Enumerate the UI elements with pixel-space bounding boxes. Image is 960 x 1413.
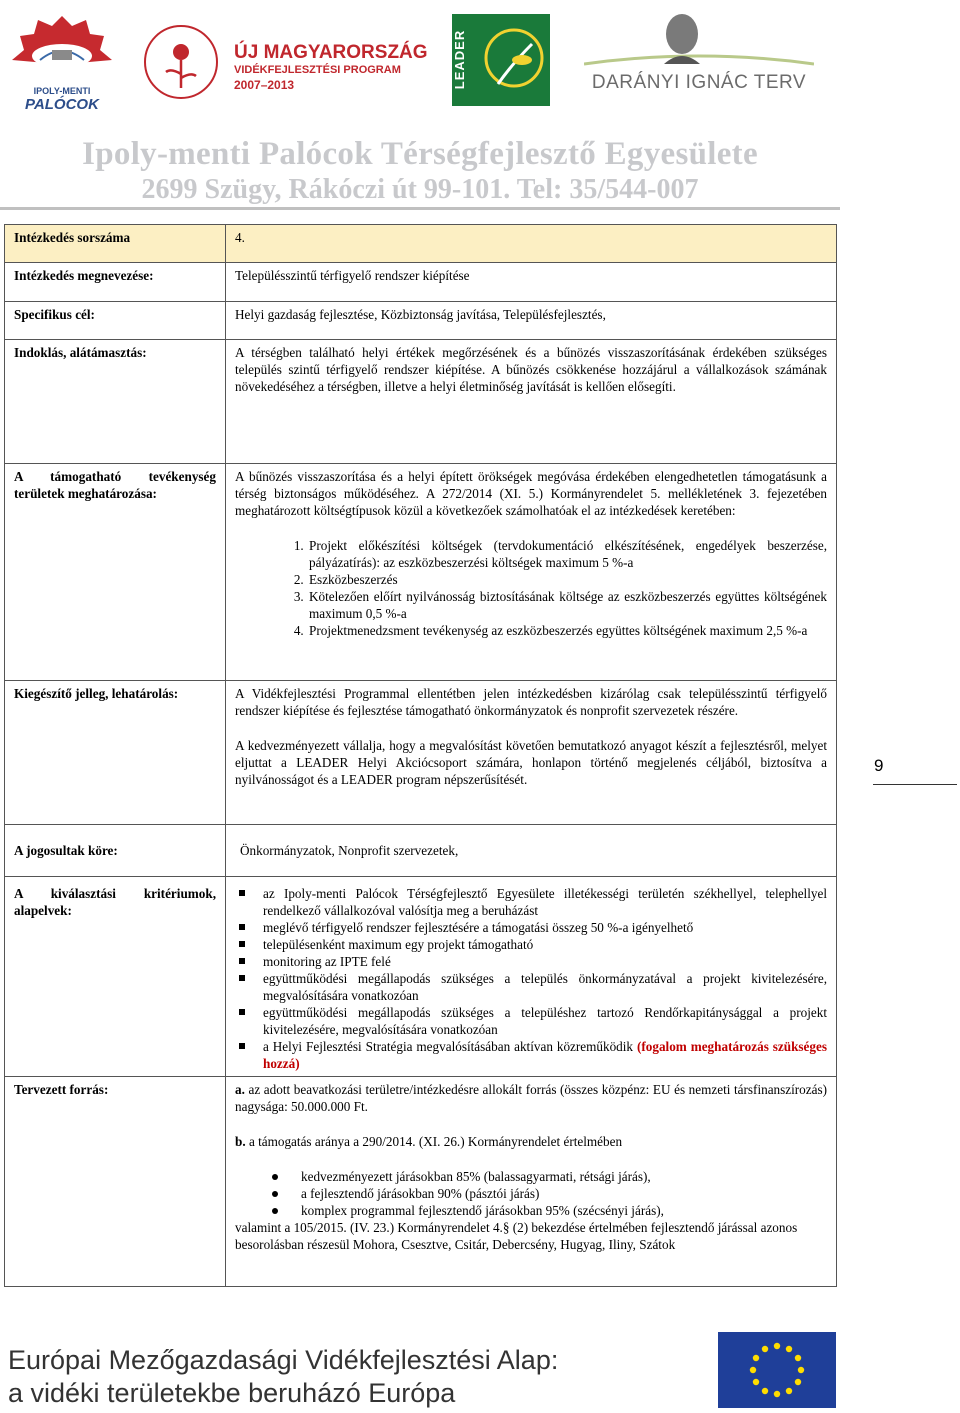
jogosultak-label: A jogosultak köre: [5,825,226,877]
forras-closing: valamint a 105/2015. (IV. 23.) Kormányrendelet 4.§ (2) bekezdése értelmében fejlesztendő járással azonos besorolásban részesül Mohora, Csesztve, Csitár, Debercsény, Hugyag, Iliny, Szátok [235,1220,798,1252]
palocok-logo [6,12,118,112]
footer-line1: Európai Mezőgazdasági Vidékfejlesztési Alap: [8,1345,559,1375]
list-item: 3. Kötelezően előírt nyilvánosság biztosításának költsége az eszközbeszerzés együttes költségének maximum 0,5 %-a [307,588,827,622]
row-specifikus-cel [5,302,837,340]
eu-stars-icon [718,1332,836,1408]
megnevezes-label: Intézkedés megnevezése: [5,263,226,302]
list-item: monitoring az IPTE felé [263,953,827,970]
indoklas-label: Indoklás, alátámasztás: [5,340,226,464]
footer-text [8,1344,558,1410]
rate-list [235,1168,827,1219]
row-kriteriumok [5,877,837,1077]
header-rule [0,207,840,210]
cel-label: Specifikus cél: [5,302,226,340]
list-item: meglévő térfigyelő rendszer fejlesztésére a támogatási összeg 50 %-a igényelhető [263,919,827,936]
org-name: Ipoly-menti Palócok Térségfejlesztő Egyesülete [82,136,758,172]
list-item: kedvezményezett járásokban 85% (balassagyarmati, rétsági járás), [301,1168,827,1185]
palocok-line1: IPOLY-MENTI [33,86,91,96]
page-number-rule [873,784,957,785]
daranyi-logo [584,8,814,98]
forras-label: Tervezett forrás: [5,1077,226,1287]
kiegeszito-p2: A kedvezményezett vállalja, hogy a megvalósítást követően bemutatkozó anyagot készít a fejlesztésről, melyet eljuttat a LEADER Helyi Akciócsoport számára, honlapon történő megjelenés céljából, biztosítva a nyilvánosságot és a LEADER program népszerűsítését. [235,738,827,787]
list-item: településenként maximum egy projekt támogatható [263,936,827,953]
ujmagyar-sub: VIDÉKFEJLESZTÉSI PROGRAM [234,64,401,76]
daranyi-portrait-icon [584,8,814,78]
sorszam-label: Intézkedés sorszáma [5,225,226,263]
page-number: 9 [874,756,884,775]
leader-logo [452,14,550,106]
measure-table [4,224,837,1287]
org-address: 2699 Szügy, Rákóczi út 99-101. Tel: 35/544-007 [141,174,699,205]
cel-value: Helyi gazdaság fejlesztése, Közbiztonság javítása, Településfejlesztés, [226,302,837,340]
sorszam-value: 4. [226,225,837,263]
list-item: komplex programmal fejlesztendő járásokban 95% (szécsényi járás), [301,1202,827,1219]
tevekenyseg-label: A támogatható tevékenység területek meghatározása: [5,464,226,681]
palocok-line2: PALÓCOK [25,96,99,113]
row-forras [5,1077,837,1287]
rose-emblem-icon [136,22,226,102]
jogosultak-value: Önkormányzatok, Nonprofit szervezetek, [226,825,837,877]
criteria-list [235,885,827,1072]
forras-b-text: a támogatás aránya a 290/2014. (XI. 26.) Kormányrendelet értelmében [248,1134,623,1149]
forras-b-prefix: b. [235,1134,246,1149]
tevekenyseg-intro: A bűnözés visszaszorítása és a helyi épített örökségek megóvása érdekében elengedhetetlen támogatásunk a térség biztonságos működéséhez. A 272/2014 (XI. 5.) Kormányrendelet 5. mellékletének 3. fejezetében meghatározott költségtípusok közül a következőek számolhatóak el az intézkedések keretében: [235,469,827,518]
footer-line2: a vidéki területekbe beruházó Európa [8,1378,456,1408]
ujmagyarorszag-logo [136,22,426,102]
list-item [263,1038,827,1072]
list-item: együttműködési megállapodás szükséges a település önkormányzatával a projekt kivitelezésére, megvalósítására vonatkozóan [263,971,827,1003]
cost-type-list [235,537,827,639]
forras-a-text: az adott beavatkozási területre/intézkedésre allokált forrás (összes közpénz: EU és nemzeti társfinanszírozás) nagysága: 50.000.000 Ft. [235,1082,828,1114]
list-item: együttműködési megállapodás szükséges a településhez tartozó Rendőrkapitánysággal a projekt kivitelezésére, megvalósítására vonatkozóan [263,1005,827,1037]
row-tevekenyseg [5,464,837,681]
megnevezes-value: Településszintű térfigyelő rendszer kiépítése [226,263,837,302]
row-megnevezes [5,263,837,302]
list-item: az Ipoly-menti Palócok Térségfejlesztő Egyesülete illetékességi területén székhellyel, telephellyel rendelkező vállalkozóval valósítja meg a beruházást [263,886,827,918]
forras-b [235,1133,827,1150]
kiegeszito-p1: A Vidékfejlesztési Programmal ellentétben jelen intézkedésben kizárólag csak településszintű térfigyelő rendszer kiépítése és fejlesztése támogatható önkormányzatok és nonprofit szervezetek részére. [235,686,827,718]
list-item: 2. Eszközbeszerzés [307,571,827,588]
eu-flag [718,1332,836,1408]
row-kiegeszito [5,681,837,825]
criteria-note-red: (fogalom meghatározás szükséges hozzá) [263,1039,827,1071]
kriteriumok-label: A kiválasztási kritériumok, alapelvek: [5,877,226,1077]
row-jogosultak [5,825,837,877]
list-item: a fejlesztendő járásokban 90% (pásztói járás) [301,1185,827,1202]
forras-a [235,1081,827,1115]
list-item: 1. Projekt előkészítési költségek (tervdokumentáció elkészítésének, engedélyek beszerzése, pályázatírás): az eszközbeszerzési költségek maximum 5 %-a [307,537,827,571]
indoklas-value: A térségben található helyi értékek megőrzésének és a bűnözés visszaszorításának érdekében szükséges település szintű térfigyelő rendszer kiépítése. A bűnözés csökkenése hozzájárul a vállalkozások számának növekedéséhez a térségben, illetve a helyi életminőség javítását is kellően elősegíti. [235,345,827,394]
criteria-last-text: a Helyi Fejlesztési Stratégia megvalósításában aktívan közreműködik [263,1039,634,1054]
leader-text: LEADER [452,29,468,90]
row-sorszam [5,225,837,263]
kiegeszito-label: Kiegészítő jelleg, lehatárolás: [5,681,226,825]
row-indoklas [5,340,837,464]
daranyi-text: DARÁNYI IGNÁC TERV [591,72,807,93]
forras-a-prefix: a. [235,1082,245,1097]
list-item: 4. Projektmenedzsment tevékenység az eszközbeszerzés együttes költségének maximum 2,5 %-a [307,622,827,639]
ujmagyar-title: ÚJ MAGYARORSZÁG [234,42,428,63]
ujmagyar-years: 2007–2013 [234,78,295,92]
